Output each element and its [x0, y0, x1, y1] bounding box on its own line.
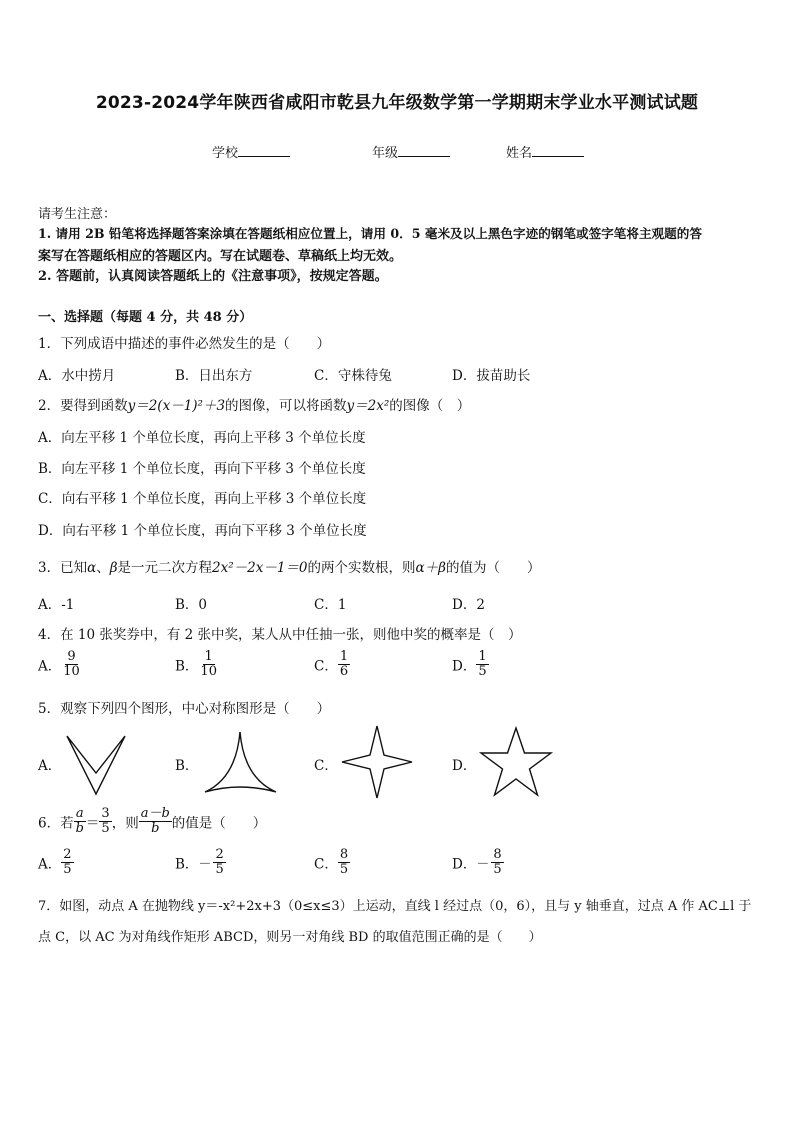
q6-d-sign: －: [476, 857, 490, 872]
grade-blank: [398, 144, 450, 157]
q4-a-label: A．: [38, 658, 62, 675]
fraction-numerator: a－b: [140, 806, 170, 821]
q6-fraction-35: [99, 807, 111, 836]
q6-option-d: [452, 848, 504, 877]
fraction-numerator: 1: [478, 649, 487, 664]
question-1-stem: 1．下列成语中描述的事件必然发生的是（ ）: [38, 336, 331, 352]
q2-stem-post: 的图像（ ）: [389, 398, 471, 414]
q1-option-c: C．守株待兔: [314, 368, 392, 384]
q3-stem-mid: 是一元二次方程: [117, 560, 213, 576]
fraction-denominator: 5: [493, 862, 502, 877]
q3-stem-pre: 3．已知: [38, 560, 88, 576]
fraction-denominator: b: [151, 821, 160, 836]
question-7-line-1: 7．如图，动点 A 在抛物线 y＝-x²+2x+3（0≤x≤3）上运动，直线 l 经过点（0，6），且与 y 轴垂直，过点 A 作 AC⊥l 于: [38, 899, 752, 914]
q2-stem-mid: 的图像，可以将函数: [225, 398, 347, 414]
q6-a-fraction: [61, 848, 73, 877]
q6-c-label: C．: [314, 856, 338, 873]
q6-b-sign: －: [198, 857, 212, 872]
fraction-denominator: 10: [63, 664, 80, 679]
question-6-stem: [38, 807, 266, 836]
q2-formula-2: y＝2x²: [346, 398, 390, 414]
q6-a-label: A．: [38, 856, 62, 873]
section-heading: 一、选择题（每题 4 分，共 48 分）: [38, 310, 253, 325]
q3-stem-post2: 的值为（ ）: [445, 560, 541, 576]
q3-alpha: α: [87, 560, 97, 576]
q3-beta: β: [109, 560, 118, 576]
q2-formula-1: y＝2(x－1)²＋3: [127, 398, 226, 414]
q5-option-d-label: D．: [452, 758, 477, 774]
fraction-numerator: 1: [339, 649, 349, 664]
q3-option-b: B．0: [175, 597, 208, 613]
notice-line-2: 2. 答题前，认真阅读答题纸上的《注意事项》，按规定答题。: [38, 269, 388, 284]
q3-option-d: D．2: [452, 597, 485, 613]
curved-triangle-figure: [200, 730, 280, 796]
q2-option-c: C．向右平移 1 个单位长度，再向上平移 3 个单位长度: [38, 491, 367, 507]
q3-equation: 2x²－2x－1＝0: [212, 560, 308, 576]
fraction-denominator: 5: [478, 664, 487, 679]
q4-c-fraction: [338, 650, 350, 679]
q4-b-fraction: [198, 650, 219, 679]
fraction-denominator: 6: [339, 664, 349, 679]
school-field: [212, 142, 290, 161]
fraction-denominator: 5: [339, 862, 349, 877]
question-7-line-2: 点 C，以 AC 为对角线作矩形 ABCD，则另一对角线 BD 的取值范围正确的是（ ）: [38, 930, 542, 945]
name-blank: [532, 144, 584, 157]
question-4-stem: 4．在 10 张奖券中，有 2 张中奖，某人从中任抽一张，则他中奖的概率是（ ）: [38, 627, 522, 643]
fraction-numerator: 2: [63, 847, 72, 862]
q3-option-a: A．-1: [38, 597, 75, 613]
q3-sep: 、: [96, 560, 110, 576]
q6-pre: 6．若: [38, 815, 74, 832]
q4-option-b: [175, 650, 219, 679]
q4-option-a: [38, 650, 82, 679]
name-field: [506, 142, 584, 161]
q6-mid: ，则: [111, 815, 139, 832]
q2-stem-pre: 2．要得到函数: [38, 398, 128, 414]
grade-label: 年级: [372, 146, 399, 161]
fraction-denominator: 10: [200, 664, 217, 679]
q4-d-label: D．: [452, 658, 477, 675]
q6-option-c: [314, 848, 350, 877]
notice-heading: 请考生注意：: [38, 207, 117, 222]
fraction-numerator: 1: [204, 649, 213, 664]
q5-option-a-label: A．: [38, 758, 62, 774]
q6-post: 的值是（ ）: [171, 815, 267, 832]
fraction-numerator: 9: [67, 649, 76, 664]
q3-stem-post1: 的两个实数根，则: [307, 560, 416, 576]
q4-option-d: [452, 650, 489, 679]
q4-a-fraction: [61, 650, 82, 679]
q2-option-a: A．向左平移 1 个单位长度，再向上平移 3 个单位长度: [38, 430, 366, 446]
q5-option-c-label: C．: [314, 758, 338, 774]
chevron-v-figure: [64, 733, 128, 799]
q2-option-d: D．向右平移 1 个单位长度，再向下平移 3 个单位长度: [38, 523, 367, 539]
grade-field: [372, 142, 450, 161]
q6-equals: ＝: [85, 815, 100, 832]
q6-c-fraction: [338, 848, 350, 877]
fraction-denominator: 5: [63, 862, 72, 877]
q6-fraction-ab: [74, 807, 86, 836]
q6-b-fraction: [213, 848, 225, 877]
q6-option-a: [38, 848, 74, 877]
q1-option-d: D．拔苗助长: [452, 368, 531, 384]
q6-option-b: [175, 848, 226, 877]
fraction-numerator: 8: [339, 847, 349, 862]
four-point-star-figure: [340, 724, 414, 800]
q6-d-fraction: [491, 848, 503, 877]
fraction-numerator: 3: [101, 806, 110, 821]
question-2-stem: [38, 394, 470, 414]
q3-sum: α＋β: [415, 560, 446, 576]
question-5-stem: 5．观察下列四个图形，中心对称图形是（ ）: [38, 701, 331, 717]
q4-option-c: [314, 650, 350, 679]
q4-c-label: C．: [314, 658, 338, 675]
school-label: 学校: [212, 146, 239, 161]
q2-option-b: B．向左平移 1 个单位长度，再向下平移 3 个单位长度: [38, 461, 366, 477]
fraction-numerator: 2: [215, 847, 224, 862]
notice-line-1b: 案写在答题纸相应的答题区内。写在试题卷、草稿纸上均无效。: [38, 249, 403, 264]
q3-option-c: C．1: [314, 597, 347, 613]
name-label: 姓名: [506, 146, 533, 161]
fraction-denominator: 5: [215, 862, 224, 877]
q6-fraction-target: [139, 807, 172, 836]
fraction-denominator: 5: [101, 821, 110, 836]
q1-option-b: B．日出东方: [175, 368, 253, 384]
q4-d-fraction: [476, 650, 488, 679]
q6-b-label: B．: [175, 856, 199, 873]
question-3-stem: [38, 556, 540, 576]
school-blank: [238, 144, 290, 157]
five-point-star-figure: [478, 726, 554, 798]
q6-d-label: D．: [452, 856, 477, 873]
q1-option-a: A．水中捞月: [38, 368, 116, 384]
fraction-numerator: 8: [493, 847, 502, 862]
notice-line-1a: 1. 请用 2B 铅笔将选择题答案涂填在答题纸相应位置上，请用 0．5 毫米及以上黑色字迹的钢笔或签字笔将主观题的答: [38, 226, 702, 241]
fraction-denominator: b: [75, 821, 84, 836]
fraction-numerator: a: [75, 806, 84, 821]
exam-title: 2023-2024学年陕西省咸阳市乾县九年级数学第一学期期末学业水平测试试题: [95, 93, 699, 113]
q5-option-b-label: B．: [175, 758, 199, 774]
q4-b-label: B．: [175, 658, 199, 675]
